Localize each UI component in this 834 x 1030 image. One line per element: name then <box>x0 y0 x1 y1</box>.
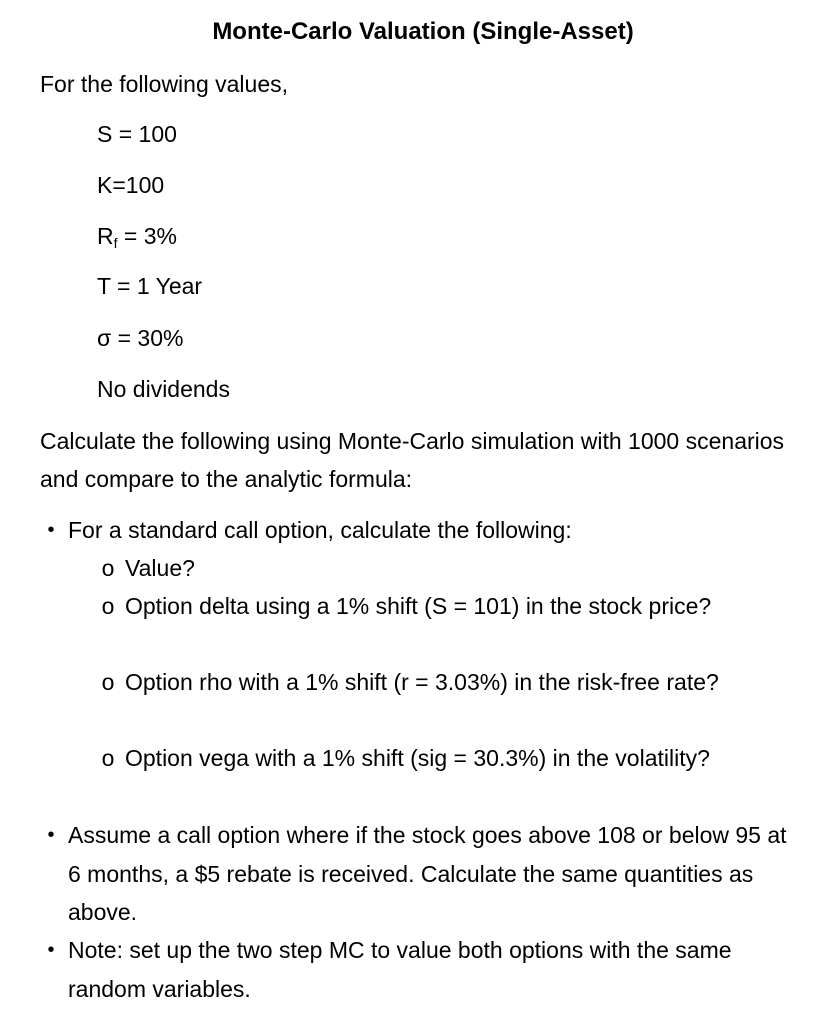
calc-instructions: Calculate the following using Monte-Carlo simulation with 1000 scenarios and compare to the analytic formula: <box>40 428 785 492</box>
intro-text: For the following values, <box>40 71 289 97</box>
param-rf-value: = 3% <box>117 223 177 249</box>
sub-bullet-marker: o <box>101 593 115 619</box>
param-k: K=100 <box>97 172 165 198</box>
bullet-note <box>40 931 800 1008</box>
sub-bullet-value <box>97 549 757 587</box>
sub-bullet-vega <box>97 739 757 777</box>
sub-bullet-delta <box>97 587 757 625</box>
bullet-marker: • <box>47 519 55 541</box>
param-t: T = 1 Year <box>97 273 203 299</box>
param-sigma: σ = 30% <box>97 325 184 351</box>
bullet-marker: • <box>47 939 55 961</box>
bullet-text: Note: set up the two step MC to value both options with the same random variables. <box>68 937 732 1002</box>
sub-bullet-text: Option rho with a 1% shift (r = 3.03%) in the risk-free rate? <box>125 669 719 695</box>
bullet-marker: • <box>47 824 55 846</box>
sub-bullet-text: Option delta using a 1% shift (S = 101) in the stock price? <box>125 593 712 619</box>
bullet-standard-call <box>40 511 800 550</box>
bullet-text: Assume a call option where if the stock goes above 108 or below 95 at 6 months, a $5 rebate is received. Calculate the same quantities as above. <box>68 822 787 925</box>
bullet-rebate-call <box>40 816 800 932</box>
bullet-text: For a standard call option, calculate the following: <box>68 517 572 543</box>
param-rf-letter: R <box>97 223 114 249</box>
page-title: Monte-Carlo Valuation (Single-Asset) <box>212 18 634 45</box>
sub-bullet-marker: o <box>101 669 115 695</box>
param-rf-sub: f <box>113 235 118 251</box>
param-s: S = 100 <box>97 121 177 147</box>
sub-bullet-rho <box>97 663 757 701</box>
sub-bullet-text: Option vega with a 1% shift (sig = 30.3%) in the volatility? <box>125 745 710 771</box>
param-dividends: No dividends <box>97 376 230 402</box>
sub-bullet-marker: o <box>101 555 115 581</box>
sub-bullet-text: Value? <box>125 555 195 581</box>
param-rf <box>97 220 177 259</box>
sub-bullet-marker: o <box>101 745 115 771</box>
